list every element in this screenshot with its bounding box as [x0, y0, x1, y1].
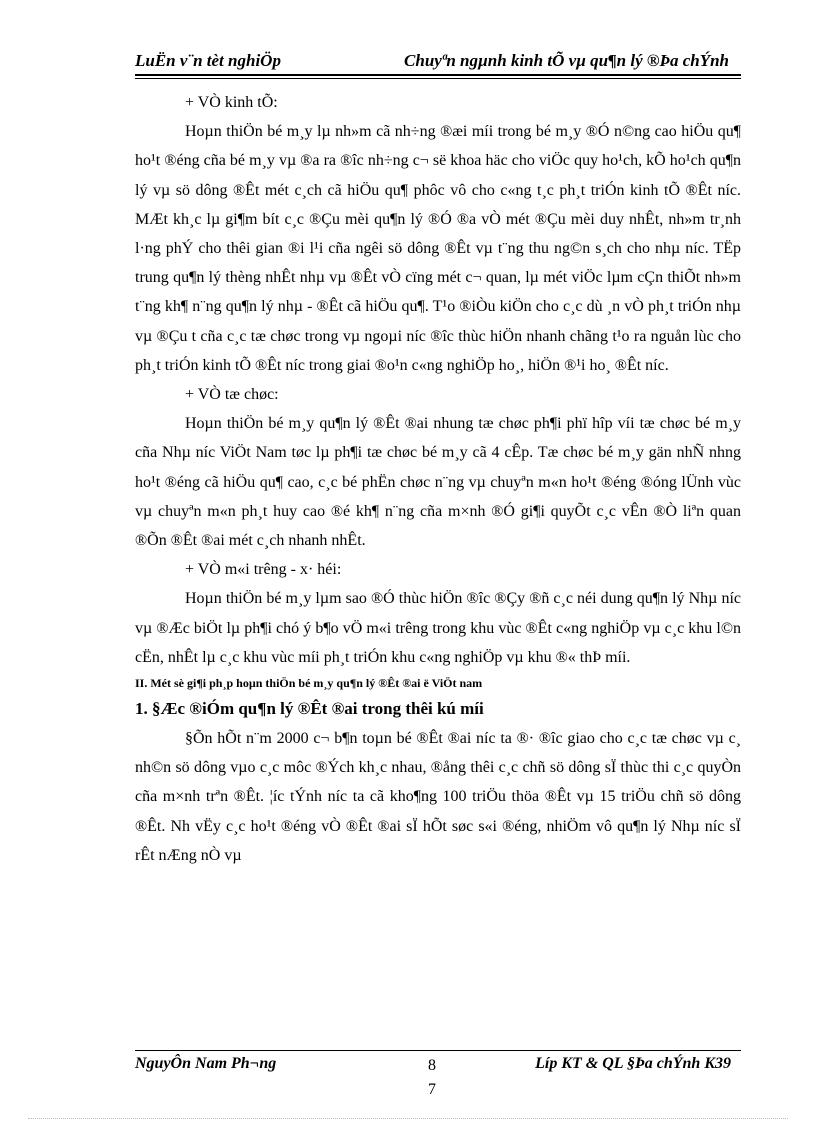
- page-number-bottom: 7: [428, 1081, 436, 1098]
- page-number-top: 8: [428, 1057, 436, 1074]
- footer-class: Líp KT & QL §Þa chÝnh K39: [535, 1055, 731, 1072]
- page-edge-divider: [28, 1118, 788, 1119]
- footer-author: NguyÔn Nam Ph¬ng: [135, 1055, 277, 1072]
- header-divider: [135, 78, 741, 79]
- paragraph-economy-body: Hoµn thiÖn bé m¸y lµ nh»m cã nh÷ng ®æi míi trong bé m¸y ®Ó n©ng cao hiÖu qu¶ ho¹t ®éng cña bé m¸y vµ ®a ra ®îc nh÷ng c¬ së khoa häc cho viÖc quy ho¹ch, kÕ ho¹ch qu¶n lý vµ sö dông ®Êt mét c¸ch cã hiÖu qu¶ phôc vô cho c«ng t¸c ph¸t triÓn kinh tÕ ®Êt níc. MÆt kh¸c lµ gi¶m bít c¸c ®Çu mèi qu¶n lý ®Ó ®a vÒ mét ®Çu mèi duy nhÊt, nh»m tr¸nh l·ng phÝ cho thêi gian ®i l¹i cña ngêi sö dông ®Êt vµ t¨ng thu ng©n s¸ch cho nhµ níc. TËp trung qu¶n lý thèng nhÊt nhµ vµ ®Êt vÒ cïng mét c¬ quan, lµ mét viÖc lµm cÇn thiÕt nh»m t¨ng kh¶ n¨ng qu¶n lý nhµ - ®Êt cã hiÖu qu¶. T¹o ®iÒu kiÖn cho c¸c dù ¸n vÒ ph¸t triÓn nhµ vµ ®Çu t cña c¸c tæ chøc trong vµ ngoµi níc ®îc thùc hiÖn nhanh chãng t¹o ra nguån lùc cho ph¸t triÓn kinh tÕ ®Êt níc trong giai ®o¹n c«ng nghiÖp ho¸, hiÖn ®¹i ho¸ ®Êt níc.: [135, 123, 741, 374]
- paragraph-environment-body: Hoµn thiÖn bé m¸y lµm sao ®Ó thùc hiÖn ®îc ®Çy ®ñ c¸c néi dung qu¶n lý Nhµ níc vµ ®Æc biÖt lµ ph¶i chó ý b¶o vÖ m«i trêng trong khu vùc ®Êt c«ng nghiÖp vµ c¸c khu l©n cËn, nhÊt lµ c¸c khu vùc míi ph¸t triÓn khu c«ng nghiÖp vµ khu ®« thÞ míi.: [135, 590, 741, 666]
- subsection-heading: 1. §Æc ®iÓm qu¶n lý ®Êt ®ai trong thêi kú míi: [135, 699, 484, 719]
- paragraph-closing: §Õn hÕt n¨m 2000 c¬ b¶n toµn bé ®Êt ®ai níc ta ®· ®îc giao cho c¸c tæ chøc vµ c¸ nh©n sö dông vµo c¸c môc ®Ých kh¸c nhau, ®ång thêi c¸c chñ sö dông sÏ thùc thi c¸c quyÒn cña m×nh trªn ®Êt. ¦íc tÝnh níc ta cã kho¶ng 100 triÖu thöa ®Êt vµ 15 triÖu chñ sö dông ®Êt. Nh vËy c¸c ho¹t ®éng vÒ ®Êt ®ai sÏ hÕt søc s«i ®éng, nhiÖm vô qu¶n lý Nhµ níc sÏ rÊt nÆng nÒ vµ: [135, 730, 741, 864]
- paragraph-environment-heading: + VÒ m«i trêng - x· héi:: [185, 561, 342, 579]
- section-heading: II. Mét sè gi¶i ph¸p hoµn thiÖn bé m¸y qu¶n lý ®Êt ®ai ë ViÖt nam: [135, 676, 483, 691]
- paragraph-organization-body: Hoµn thiÖn bé m¸y qu¶n lý ®Êt ®ai nhung tæ chøc ph¶i phï hîp víi tæ chøc bé m¸y cña Nhµ níc ViÖt Nam tøc lµ ph¶i tæ chøc bé m¸y cã 4 cÊp. Tæ chøc bé m¸y gän nhÑ nhng ho¹t ®éng cã hiÖu qu¶ cao, c¸c bé phËn chøc n¨ng vµ chuyªn m«n ho¹t ®éng ®óng lÜnh vùc vµ chuyªn m«n ph¸t huy cao ®é kh¶ n¨ng cña m×nh ®Ó gi¶i quyÕt c¸c vÊn ®Ò liªn quan ®Õn ®Êt ®ai mét c¸ch nhanh nhÊt.: [135, 415, 741, 550]
- paragraph-organization-heading: + VÒ tæ chøc:: [185, 386, 279, 404]
- page-header: [135, 48, 741, 76]
- paragraph-economy-heading: + VÒ kinh tÕ:: [185, 94, 278, 111]
- header-major-label: Chuyªn ngµnh kinh tÕ vµ qu¶n lý ®Þa chÝnh: [404, 51, 729, 70]
- page-number: [425, 1054, 439, 1102]
- footer-divider: [135, 1050, 741, 1051]
- document-body: [135, 88, 741, 870]
- header-thesis-label: LuËn v¨n tèt nghiÖp: [135, 51, 281, 70]
